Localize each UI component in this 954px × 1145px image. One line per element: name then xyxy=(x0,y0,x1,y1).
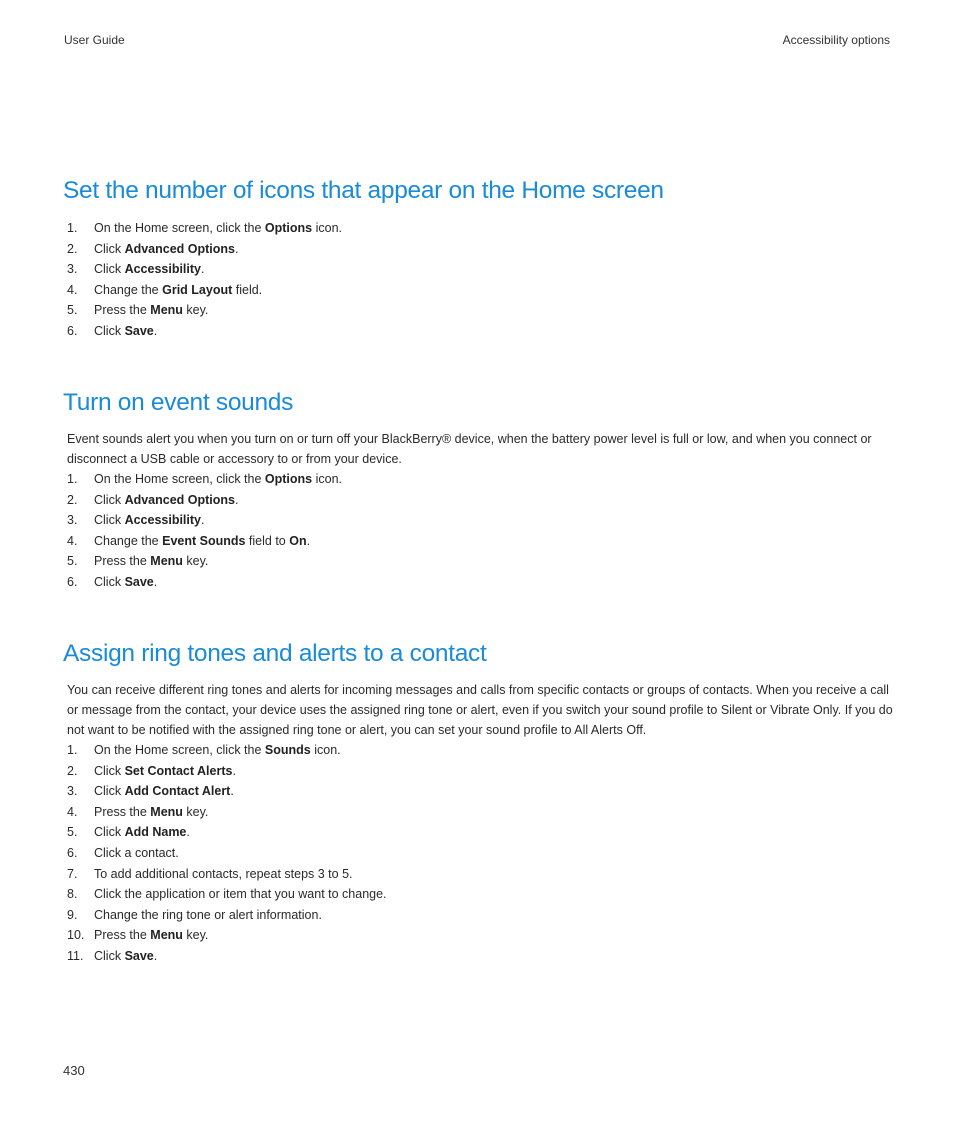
step-text: Press the xyxy=(94,804,151,819)
step-item xyxy=(63,572,893,593)
step-number: 6. xyxy=(67,323,78,338)
step-text: Click xyxy=(94,262,125,277)
step-item xyxy=(63,218,893,239)
step-ui-term: Advanced Options xyxy=(124,241,235,256)
step-ui-term: Grid Layout xyxy=(162,282,233,297)
step-text: Click xyxy=(94,825,125,840)
step-number: 7. xyxy=(67,866,78,881)
step-text: Change the ring tone or alert information. xyxy=(94,907,322,922)
step-text: . xyxy=(201,262,205,277)
step-text: Press the xyxy=(94,554,151,569)
step-number: 9. xyxy=(67,907,78,922)
step-text: Press the xyxy=(94,928,151,943)
step-item xyxy=(63,531,893,552)
step-item xyxy=(63,905,893,926)
step-number: 5. xyxy=(67,554,78,569)
step-ui-term: Advanced Options xyxy=(124,492,235,507)
step-ui-term: Accessibility xyxy=(124,513,201,528)
step-number: 2. xyxy=(67,241,78,256)
step-number: 3. xyxy=(67,262,78,277)
section-heading: Assign ring tones and alerts to a contact xyxy=(63,640,487,667)
step-number: 4. xyxy=(67,533,78,548)
running-header-chapter: Accessibility options xyxy=(782,33,890,47)
step-number: 2. xyxy=(67,763,78,778)
step-ui-term: Set Contact Alerts xyxy=(124,763,233,778)
step-text: Click xyxy=(94,241,125,256)
step-ui-term: Accessibility xyxy=(124,262,201,277)
step-text: . xyxy=(230,784,234,799)
step-text: Click xyxy=(94,574,125,589)
step-text: On the Home screen, click the xyxy=(94,743,265,757)
page-number: 430 xyxy=(63,1063,85,1078)
step-ui-term: Menu xyxy=(150,554,183,569)
step-ui-term: Sounds xyxy=(264,743,311,757)
step-text: On the Home screen, click the xyxy=(94,221,265,235)
step-item xyxy=(63,925,893,946)
step-ui-term: Save xyxy=(124,948,154,963)
step-text: icon. xyxy=(310,743,341,757)
step-text: Click xyxy=(94,323,125,338)
steps-list xyxy=(63,740,893,967)
step-item xyxy=(63,946,893,967)
step-number: 1. xyxy=(67,221,78,235)
step-item xyxy=(63,864,893,885)
step-number: 6. xyxy=(67,574,78,589)
steps-list xyxy=(63,218,893,342)
step-item xyxy=(63,259,893,280)
section-heading: Set the number of icons that appear on the Home screen xyxy=(63,177,664,204)
step-item xyxy=(63,469,893,490)
step-text: key. xyxy=(182,554,209,569)
step-text: . xyxy=(186,825,190,840)
step-number: 1. xyxy=(67,472,78,486)
step-text: . xyxy=(201,513,205,528)
step-ui-term: Menu xyxy=(150,804,183,819)
step-number: 11. xyxy=(67,948,84,963)
step-number: 4. xyxy=(67,804,78,819)
step-text: . xyxy=(153,948,158,963)
step-item xyxy=(63,321,893,342)
section-intro: Event sounds alert you when you turn on or turn off your BlackBerry® device, when the battery power level is full or low, and when you connect or disconnect a USB cable or accessory to or from your device. xyxy=(67,432,872,466)
step-text: . xyxy=(153,323,158,338)
step-ui-term: Event Sounds xyxy=(162,533,246,548)
step-number: 3. xyxy=(67,784,78,799)
section-heading: Turn on event sounds xyxy=(63,389,294,416)
step-text: Click xyxy=(94,492,125,507)
step-item xyxy=(63,300,893,321)
step-number: 1. xyxy=(67,743,78,757)
running-header-title: User Guide xyxy=(64,33,125,47)
section-intro: You can receive different ring tones and alerts for incoming messages and calls from specific contacts or groups of contacts. When you receive a call or message from the contact, your device uses the assigned ring tone or alert, even if you switch your sound profile to Silent or Vibrate Only. If you do not want to be notified with the assigned ring tone or alert, you can set your sound profile to All Alerts Off. xyxy=(67,683,893,737)
step-text: key. xyxy=(182,804,209,819)
step-text: icon. xyxy=(312,472,343,486)
step-text: Click xyxy=(94,763,125,778)
step-text: Click xyxy=(94,948,125,963)
step-text: field to xyxy=(245,533,290,548)
step-text: field. xyxy=(232,282,263,297)
step-text: Change the xyxy=(94,533,163,548)
step-ui-term: Save xyxy=(124,323,154,338)
step-number: 2. xyxy=(67,492,78,507)
step-number: 6. xyxy=(67,845,78,860)
step-text: . xyxy=(235,492,239,507)
step-ui-term: Menu xyxy=(150,928,183,943)
step-text: key. xyxy=(182,303,209,318)
step-text: . xyxy=(306,533,311,548)
step-text: On the Home screen, click the xyxy=(94,472,265,486)
section-home-screen-icons xyxy=(63,176,893,342)
step-ui-term: Options xyxy=(264,221,313,235)
step-text: key. xyxy=(182,928,209,943)
step-text: . xyxy=(232,763,236,778)
step-ui-term: Options xyxy=(264,472,313,486)
step-item xyxy=(63,761,893,782)
step-item xyxy=(63,280,893,301)
step-ui-term: Add Contact Alert xyxy=(124,784,231,799)
step-number: 8. xyxy=(67,887,78,902)
step-text: Click xyxy=(94,513,125,528)
step-number: 3. xyxy=(67,513,78,528)
step-text: . xyxy=(153,574,158,589)
step-ui-term: On xyxy=(289,533,307,548)
step-text: To add additional contacts, repeat steps 3 to 5. xyxy=(94,866,353,881)
section-contact-alerts xyxy=(63,639,893,967)
step-ui-term: Add Name xyxy=(124,825,187,840)
step-item xyxy=(63,843,893,864)
step-item xyxy=(63,510,893,531)
step-item xyxy=(63,239,893,260)
step-item xyxy=(63,802,893,823)
step-ui-term: Menu xyxy=(150,303,183,318)
step-item xyxy=(63,551,893,572)
step-text: Press the xyxy=(94,303,151,318)
section-event-sounds xyxy=(63,388,893,593)
step-number: 4. xyxy=(67,282,78,297)
step-text: Click xyxy=(94,784,125,799)
step-item xyxy=(63,884,893,905)
step-number: 5. xyxy=(67,303,78,318)
step-number: 5. xyxy=(67,825,78,840)
step-text: Click a contact. xyxy=(94,845,179,860)
step-text: Click the application or item that you want to change. xyxy=(94,887,387,902)
step-text: icon. xyxy=(312,221,343,235)
step-item xyxy=(63,781,893,802)
step-number: 10. xyxy=(67,928,85,943)
step-item xyxy=(63,490,893,511)
step-text: . xyxy=(235,241,239,256)
steps-list xyxy=(63,469,893,593)
step-item xyxy=(63,740,893,761)
step-item xyxy=(63,822,893,843)
step-ui-term: Save xyxy=(124,574,154,589)
step-text: Change the xyxy=(94,282,163,297)
